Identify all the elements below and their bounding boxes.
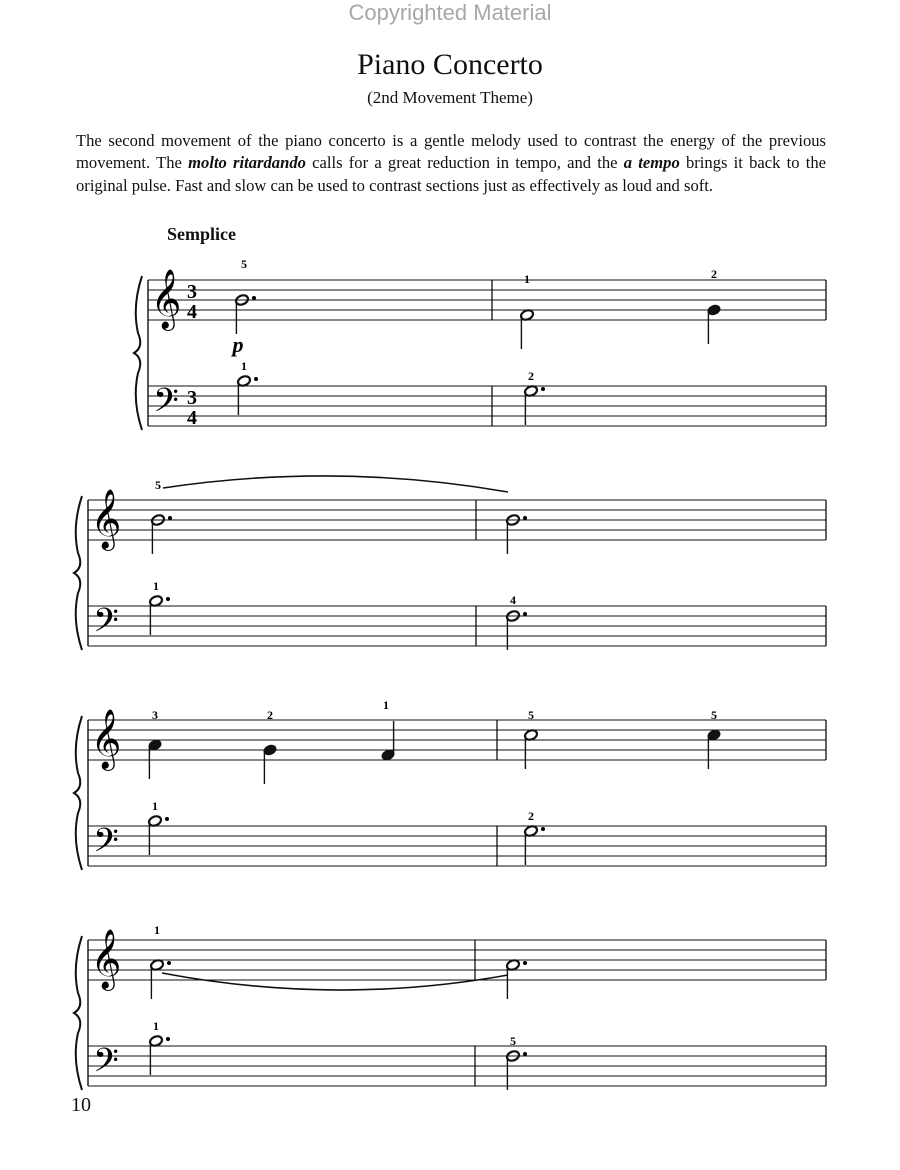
tie	[163, 476, 508, 492]
fingering: 1	[383, 698, 389, 712]
note-b3	[524, 825, 545, 865]
fingering: 2	[528, 809, 534, 823]
note-g4	[150, 959, 171, 999]
fingering: 3	[152, 708, 158, 722]
note-c4	[149, 595, 170, 635]
augmentation-dot	[523, 612, 527, 616]
bass-staff	[148, 386, 826, 426]
dynamic-marking: p	[232, 332, 244, 357]
augmentation-dot	[541, 827, 545, 831]
intro-text-3: brings it back to the original pulse. Fast and slow can be used to contrast sections just as effectively as loud and soft.	[76, 153, 827, 195]
fingering: 1	[152, 799, 158, 813]
fingering: 1	[154, 923, 160, 937]
tempo-marking: Semplice	[167, 224, 236, 244]
treble-staff	[88, 500, 826, 540]
fingering: 5	[711, 708, 717, 722]
term-molto-ritardando: molto ritardando	[188, 153, 306, 173]
note-d5	[524, 729, 539, 769]
fingering: 1	[153, 1019, 159, 1033]
note-d5	[520, 309, 535, 349]
treble-clef-icon: 𝄞	[90, 709, 122, 769]
page-title: Piano Concerto	[357, 48, 543, 81]
term-a-tempo: a tempo	[623, 153, 680, 173]
fingering: 5	[241, 257, 247, 271]
page-subtitle: (2nd Movement Theme)	[367, 88, 533, 107]
fingering: 2	[267, 708, 273, 722]
intro-text-1: The second movement of the piano concerto is a gentle melody used to contrast the energy of the previous movement. The	[76, 131, 826, 173]
treble-staff	[88, 940, 826, 980]
brace-icon	[74, 496, 82, 650]
augmentation-dot	[167, 961, 171, 965]
time-signature-top: 3	[187, 387, 197, 409]
augmentation-dot	[541, 387, 545, 391]
fingering: 2	[711, 267, 717, 281]
note-d5	[707, 729, 722, 769]
bass-staff	[88, 826, 826, 866]
time-signature-top: 3	[187, 281, 197, 303]
treble-clef-icon: 𝄞	[150, 269, 182, 329]
augmentation-dot	[252, 296, 256, 300]
treble-clef-icon: 𝄞	[90, 489, 122, 549]
bass-clef-icon: 𝄢	[93, 822, 119, 868]
augmentation-dot	[523, 1052, 527, 1056]
time-signature-bottom: 4	[187, 407, 197, 429]
note-g4	[506, 959, 527, 999]
fingering: 5	[528, 708, 534, 722]
intro-text-2: calls for a great reduction in tempo, and the	[305, 153, 624, 173]
tie	[162, 973, 508, 990]
brace-icon	[74, 936, 82, 1090]
fingering: 1	[524, 272, 530, 286]
fingering: 5	[155, 478, 161, 492]
page-number: 10	[71, 1094, 91, 1116]
fingering: 1	[153, 579, 159, 593]
fingering: 4	[510, 593, 516, 607]
bass-clef-icon: 𝄢	[153, 382, 179, 428]
augmentation-dot	[523, 516, 527, 520]
fingering: 1	[241, 359, 247, 373]
augmentation-dot	[166, 597, 170, 601]
time-signature-bottom: 4	[187, 301, 197, 323]
note-b3	[524, 385, 545, 425]
augmentation-dot	[254, 377, 258, 381]
augmentation-dot	[166, 1037, 170, 1041]
augmentation-dot	[168, 516, 172, 520]
bass-staff	[88, 606, 826, 646]
fingering: 2	[528, 369, 534, 383]
augmentation-dot	[523, 961, 527, 965]
note-c4	[149, 1035, 170, 1075]
copyright-watermark: Copyrighted Material	[348, 0, 552, 25]
treble-staff	[148, 280, 826, 320]
brace-icon	[134, 276, 142, 430]
treble-staff	[88, 720, 826, 760]
note-e5	[707, 304, 722, 344]
note-a4	[381, 721, 396, 761]
bass-staff	[88, 1046, 826, 1086]
note-b4	[263, 744, 278, 784]
augmentation-dot	[165, 817, 169, 821]
fingering: 5	[510, 1034, 516, 1048]
note-c4	[148, 815, 169, 855]
treble-clef-icon: 𝄞	[90, 929, 122, 989]
bass-clef-icon: 𝄢	[93, 1042, 119, 1088]
brace-icon	[74, 716, 82, 870]
note-c4	[237, 375, 258, 415]
note-c5	[148, 739, 163, 779]
bass-clef-icon: 𝄢	[93, 602, 119, 648]
